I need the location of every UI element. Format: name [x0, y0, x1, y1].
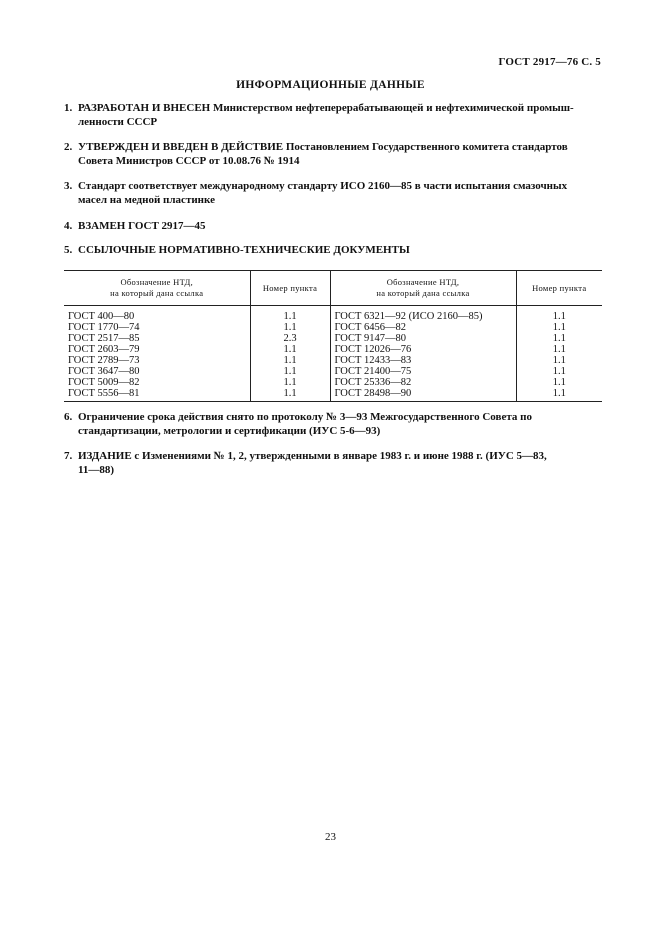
clause-number: 1.1	[516, 355, 602, 366]
clause-number: 1.1	[250, 344, 330, 355]
column-header-designation: Обозначение НТД, на который дана ссылка	[330, 271, 516, 306]
page-number: 23	[325, 831, 336, 843]
clause-number: 1.1	[250, 366, 330, 377]
doc-designation: ГОСТ 1770—74	[68, 322, 140, 333]
info-item-6	[64, 410, 602, 438]
doc-designation: ГОСТ 400—80	[68, 311, 135, 322]
reference-documents-table	[64, 270, 602, 402]
clause-number: 1.1	[516, 333, 602, 344]
clause-number: 1.1	[516, 306, 602, 323]
table-row	[64, 344, 602, 355]
item-number: 3.	[64, 180, 73, 192]
item-text-line2: масел на медной пластинке	[78, 194, 215, 206]
table-row	[64, 366, 602, 377]
item-number: 1.	[64, 102, 73, 114]
item-text-line1: УТВЕРЖДЕН И ВВЕДЕН В ДЕЙСТВИЕ Постановлением Государственного комитета стандартов	[78, 141, 568, 153]
table-row	[64, 388, 602, 402]
clause-number: 1.1	[516, 377, 602, 388]
item-text-line1: ИЗДАНИЕ с Изменениями № 1, 2, утвержденными в январе 1983 г. и июне 1988 г. (ИУС 5—83,	[78, 450, 547, 462]
item-number: 6.	[64, 411, 73, 423]
clause-number: 1.1	[516, 366, 602, 377]
doc-designation: ГОСТ 9147—80	[330, 333, 516, 344]
item-number: 4.	[64, 220, 73, 232]
table-row	[64, 355, 602, 366]
column-header-clause: Номер пункта	[250, 271, 330, 306]
item-text-line1: ВЗАМЕН ГОСТ 2917—45	[78, 220, 206, 232]
clause-number: 1.1	[516, 344, 602, 355]
doc-designation: ГОСТ 25336—82	[330, 377, 516, 388]
item-text-line1: РАЗРАБОТАН И ВНЕСЕН Министерством нефтеперерабатывающей и нефтехимической промыш-	[78, 102, 574, 114]
doc-designation: ГОСТ 2789—73	[68, 355, 140, 366]
table-row	[64, 322, 602, 333]
clause-number: 2.3	[250, 333, 330, 344]
column-header-clause: Номер пункта	[516, 271, 602, 306]
clause-number: 1.1	[250, 355, 330, 366]
item-text-line2: стандартизации, метрологии и сертификации (ИУС 5-6—93)	[78, 425, 381, 437]
doc-designation: ГОСТ 6321—92 (ИСО 2160—85)	[330, 306, 516, 323]
item-text-line1: Стандарт соответствует международному стандарту ИСО 2160—85 в части испытания смазочных	[78, 180, 568, 192]
item-text-line2: ленности СССР	[78, 116, 158, 128]
item-text-line2: 11—88)	[78, 464, 115, 476]
info-item-2	[64, 140, 602, 168]
info-item-4	[64, 219, 602, 233]
clause-number: 1.1	[250, 388, 330, 402]
clause-number: 1.1	[250, 322, 330, 333]
running-header: ГОСТ 2917—76 С. 5	[498, 56, 601, 68]
item-number: 2.	[64, 141, 73, 153]
clause-number: 1.1	[516, 322, 602, 333]
info-item-1	[64, 101, 602, 129]
doc-designation: ГОСТ 2517—85	[68, 333, 140, 344]
doc-designation: ГОСТ 3647—80	[68, 366, 140, 377]
table-row	[64, 333, 602, 344]
doc-designation: ГОСТ 6456—82	[330, 322, 516, 333]
clause-number: 1.1	[250, 377, 330, 388]
doc-designation: ГОСТ 12026—76	[330, 344, 516, 355]
clause-number: 1.1	[516, 388, 602, 402]
doc-designation: ГОСТ 5556—81	[64, 388, 250, 402]
table-row	[64, 377, 602, 388]
table-row	[64, 306, 602, 323]
doc-designation: ГОСТ 12433—83	[330, 355, 516, 366]
info-item-7	[64, 449, 602, 477]
table-header-row	[64, 271, 602, 306]
item-number: 5.	[64, 244, 73, 256]
doc-designation: ГОСТ 5009—82	[68, 377, 140, 388]
doc-designation: ГОСТ 2603—79	[68, 344, 140, 355]
item-text-line1: ССЫЛОЧНЫЕ НОРМАТИВНО-ТЕХНИЧЕСКИЕ ДОКУМЕНТЫ	[78, 244, 410, 256]
column-header-designation: Обозначение НТД, на который дана ссылка	[64, 271, 250, 306]
info-item-3	[64, 179, 602, 207]
clause-number: 1.1	[250, 306, 330, 323]
doc-designation: ГОСТ 21400—75	[330, 366, 516, 377]
item-text-line2: Совета Министров СССР от 10.08.76 № 1914	[78, 155, 300, 167]
item-number: 7.	[64, 450, 73, 462]
item-text-line1: Ограничение срока действия снято по протоколу № 3—93 Межгосударственного Совета по	[78, 411, 532, 423]
page-title: ИНФОРМАЦИОННЫЕ ДАННЫЕ	[236, 79, 425, 91]
doc-designation: ГОСТ 28498—90	[330, 388, 516, 402]
info-item-5	[64, 243, 602, 257]
